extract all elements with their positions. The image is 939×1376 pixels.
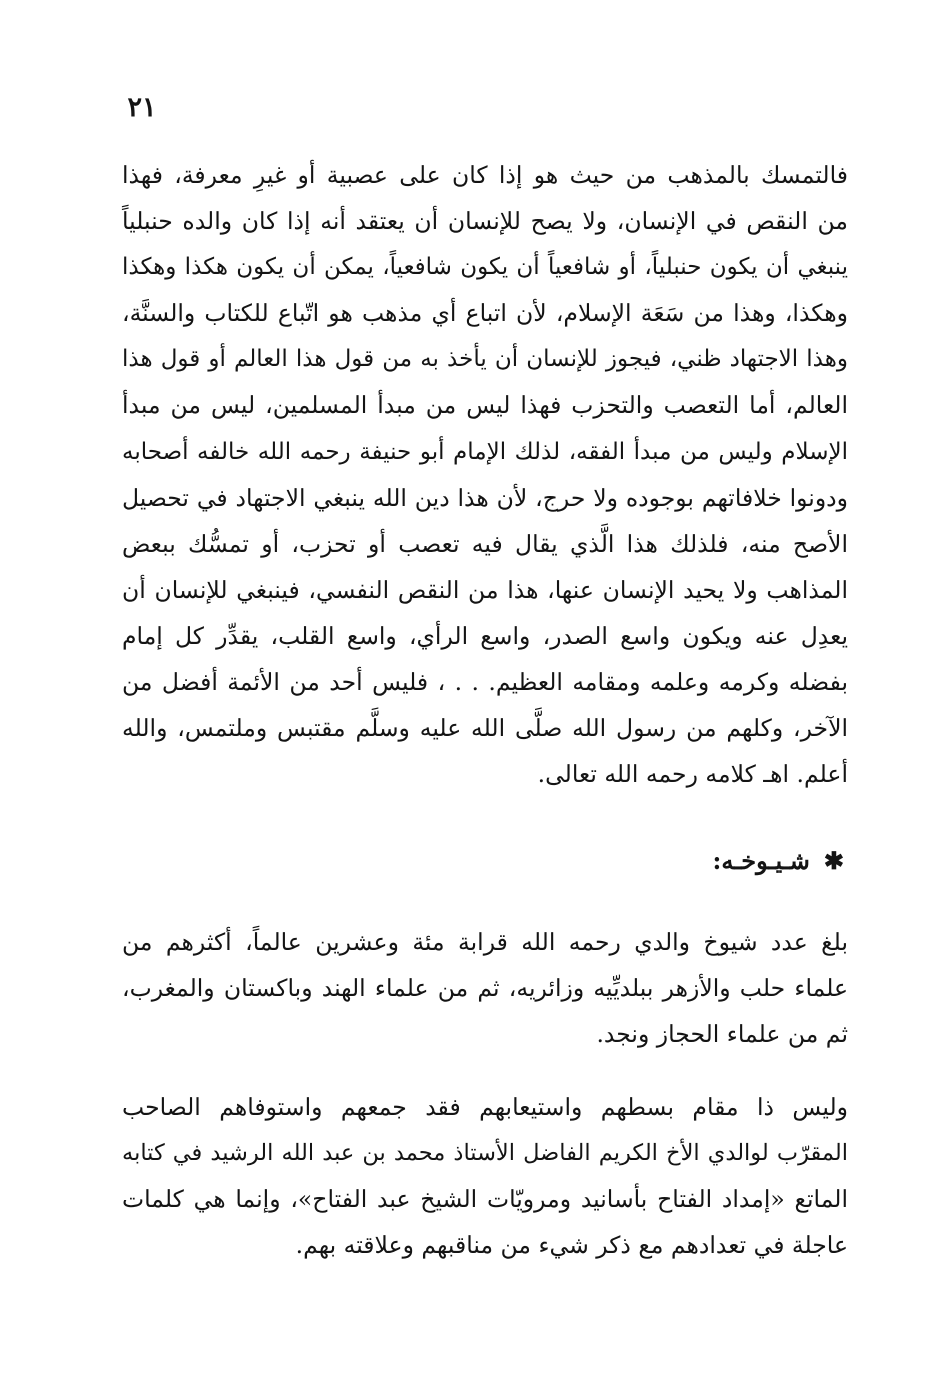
text-line: الإسلام وليس من مبدأ الفقه، لذلك الإمام أبو حنيفة رحمه الله خالفه أصحابه: [122, 438, 848, 465]
text-line: يعدِل عنه ويكون واسع الصدر، واسع الرأي، واسع القلب، يقدِّر كل إمام: [122, 621, 848, 650]
text-line: وهذا الاجتهاد ظني، فيجوز للإنسان أن يأخذ به من قول هذا العالم أو قول هذا: [122, 346, 848, 373]
text-line: علماء حلب والأزهر ببلديِّيه وزائريه، ثم من علماء الهند وباكستان والمغرب،: [122, 974, 848, 1003]
text-line: بفضله وكرمه وعلمه ومقامه العظيم. . . ، فليس أحد من الأئمة أفضل من: [122, 668, 848, 697]
asterisk-icon: ✱: [823, 846, 844, 875]
page-number: ٢١: [127, 92, 157, 123]
section-heading-text: شـيـوخـه:: [712, 846, 810, 875]
text-line: المقرّب لوالدي الأخ الكريم الفاضل الأستاذ محمد بن عبد الله الرشيد في كتابه: [122, 1140, 848, 1167]
text-line: فالتمسك بالمذهب من حيث هو إذا كان على عصبية أو غيرِ معرفة، فهذا: [122, 161, 848, 189]
text-line: ثم من علماء الحجاز ونجد.: [596, 1020, 848, 1049]
text-line: العالم، أما التعصب والتحزب فهذا ليس من مبدأ المسلمين، ليس من مبدأ: [122, 391, 848, 420]
text-line: ينبغي أن يكون حنبلياً، أو شافعياً أن يكون شافعياً، يمكن أن يكون هكذا وهكذا: [122, 254, 848, 281]
text-line: أعلم. اهـ كلامه رحمه الله تعالى.: [537, 760, 848, 789]
paragraph-teachers-source: [122, 1084, 848, 1268]
text-line: الأصح منه، فلذلك هذا الَّذي يقال فيه تعصب أو تحزب، أو تمسُّك ببعض: [122, 529, 848, 558]
section-heading: [712, 846, 844, 875]
text-line: عاجلة في تعدادهم مع ذكر شيء من مناقبهم وعلاقته بهم.: [295, 1231, 848, 1260]
paragraph-teachers-count: [122, 919, 848, 1057]
text-line: من النقص في الإنسان، ولا يصح للإنسان أن يعتقد أنه إذا كان والده حنبلياً: [122, 207, 848, 236]
text-line: الماتع «إمداد الفتاح بأسانيد ومرويّات الشيخ عبد الفتاح»، وإنما هي كلمات: [122, 1185, 848, 1214]
text-line: وليس ذا مقام بسطهم واستيعابهم فقد جمعهم واستوفاهم الصاحب: [122, 1093, 848, 1121]
text-line: المذاهب ولا يحيد الإنسان عنها، هذا من النقص النفسي، فينبغي للإنسان أن: [122, 575, 848, 604]
paragraph-quote: [122, 152, 848, 797]
text-line: ودونوا خلافاتهم بوجوده ولا حرج، لأن هذا دين الله ينبغي الاجتهاد في تحصيل: [122, 483, 848, 512]
text-line: وهكذا، وهذا من سَعَة الإسلام، لأن اتباع أي مذهب هو اتّباع للكتاب والسنَّة،: [122, 299, 848, 328]
text-line: الآخر، وكلهم من رسول الله صلَّى الله عليه وسلَّم مقتبس وملتمس، والله: [122, 714, 848, 743]
text-line: بلغ عدد شيوخ والدي رحمه الله قرابة مئة وعشرين عالماً، أكثرهم من: [122, 928, 848, 956]
